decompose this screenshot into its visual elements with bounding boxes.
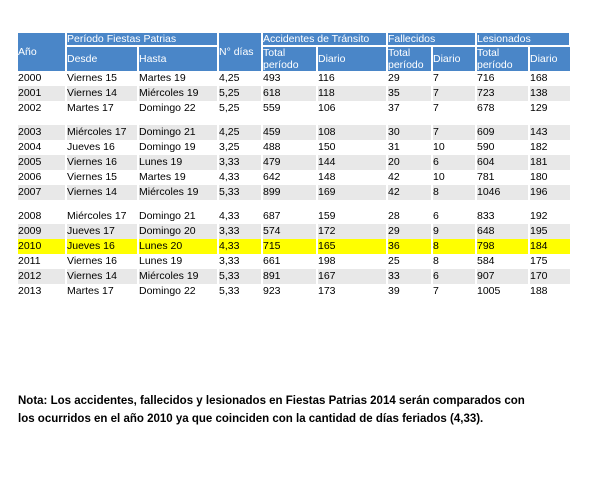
cell-desde: Viernes 16 xyxy=(66,155,138,170)
cell-les_diario: 192 xyxy=(529,209,570,224)
cell-ndias: 3,33 xyxy=(218,254,262,269)
spacer-cell xyxy=(317,200,387,209)
cell-les_diario: 129 xyxy=(529,101,570,116)
table-body xyxy=(18,71,570,299)
spacer-cell xyxy=(138,116,218,125)
table-row xyxy=(18,185,570,200)
spacer-cell xyxy=(529,200,570,209)
cell-acc_diario: 148 xyxy=(317,170,387,185)
cell-hasta: Miércoles 19 xyxy=(138,269,218,284)
spacer-cell xyxy=(317,116,387,125)
cell-les_diario: 188 xyxy=(529,284,570,299)
cell-fal_total: 36 xyxy=(387,239,432,254)
cell-anio: 2013 xyxy=(18,284,66,299)
cell-desde: Martes 17 xyxy=(66,284,138,299)
cell-les_total: 1005 xyxy=(476,284,529,299)
cell-hasta: Martes 19 xyxy=(138,71,218,86)
cell-desde: Miércoles 17 xyxy=(66,125,138,140)
cell-fal_diario: 8 xyxy=(432,185,476,200)
cell-acc_diario: 150 xyxy=(317,140,387,155)
header-periodo-fiestas-patrias: Período Fiestas Patrias xyxy=(66,33,218,46)
cell-hasta: Domingo 20 xyxy=(138,224,218,239)
cell-les_total: 1046 xyxy=(476,185,529,200)
cell-les_total: 833 xyxy=(476,209,529,224)
cell-les_total: 907 xyxy=(476,269,529,284)
cell-hasta: Miércoles 19 xyxy=(138,86,218,101)
cell-ndias: 4,25 xyxy=(218,71,262,86)
table-header xyxy=(18,33,570,71)
cell-fal_total: 20 xyxy=(387,155,432,170)
cell-fal_diario: 9 xyxy=(432,224,476,239)
spacer-cell xyxy=(262,116,317,125)
spacer-cell xyxy=(138,200,218,209)
spacer-cell xyxy=(66,116,138,125)
subheader-accidentes-total: Total período xyxy=(262,46,317,71)
cell-ndias: 4,33 xyxy=(218,170,262,185)
cell-les_total: 781 xyxy=(476,170,529,185)
cell-les_total: 798 xyxy=(476,239,529,254)
cell-desde: Jueves 16 xyxy=(66,239,138,254)
cell-acc_total: 574 xyxy=(262,224,317,239)
cell-acc_diario: 169 xyxy=(317,185,387,200)
table-note xyxy=(18,393,563,429)
cell-fal_total: 39 xyxy=(387,284,432,299)
cell-desde: Jueves 17 xyxy=(66,224,138,239)
cell-hasta: Lunes 19 xyxy=(138,254,218,269)
table-spacer-row xyxy=(18,200,570,209)
cell-anio: 2012 xyxy=(18,269,66,284)
cell-ndias: 3,25 xyxy=(218,140,262,155)
cell-acc_total: 488 xyxy=(262,140,317,155)
cell-ndias: 5,25 xyxy=(218,101,262,116)
fiestas-patrias-statistics-table xyxy=(18,33,571,299)
spacer-cell xyxy=(66,200,138,209)
table-row xyxy=(18,101,570,116)
cell-acc_diario: 106 xyxy=(317,101,387,116)
table-row xyxy=(18,209,570,224)
cell-acc_diario: 172 xyxy=(317,224,387,239)
cell-acc_diario: 118 xyxy=(317,86,387,101)
cell-anio: 2003 xyxy=(18,125,66,140)
cell-les_total: 584 xyxy=(476,254,529,269)
cell-fal_diario: 10 xyxy=(432,140,476,155)
cell-fal_total: 29 xyxy=(387,224,432,239)
spacer-cell xyxy=(387,200,432,209)
cell-acc_total: 687 xyxy=(262,209,317,224)
table-row xyxy=(18,269,570,284)
table-row xyxy=(18,86,570,101)
cell-ndias: 5,33 xyxy=(218,284,262,299)
cell-fal_diario: 8 xyxy=(432,239,476,254)
cell-acc_diario: 198 xyxy=(317,254,387,269)
cell-les_total: 648 xyxy=(476,224,529,239)
cell-fal_diario: 6 xyxy=(432,155,476,170)
cell-hasta: Lunes 20 xyxy=(138,239,218,254)
cell-anio: 2000 xyxy=(18,71,66,86)
header-fallecidos: Fallecidos xyxy=(387,33,476,46)
cell-acc_total: 715 xyxy=(262,239,317,254)
cell-fal_total: 25 xyxy=(387,254,432,269)
table-sub-header-row xyxy=(18,46,570,71)
cell-fal_total: 29 xyxy=(387,71,432,86)
subheader-lesionados-total: Total período xyxy=(476,46,529,71)
cell-les_total: 609 xyxy=(476,125,529,140)
cell-desde: Viernes 14 xyxy=(66,269,138,284)
cell-acc_total: 661 xyxy=(262,254,317,269)
cell-anio: 2008 xyxy=(18,209,66,224)
cell-les_diario: 180 xyxy=(529,170,570,185)
table-row xyxy=(18,284,570,299)
cell-acc_diario: 159 xyxy=(317,209,387,224)
table-row xyxy=(18,155,570,170)
subheader-fallecidos-total: Total período xyxy=(387,46,432,71)
cell-ndias: 3,33 xyxy=(218,155,262,170)
cell-fal_total: 30 xyxy=(387,125,432,140)
table-row xyxy=(18,170,570,185)
cell-les_diario: 168 xyxy=(529,71,570,86)
cell-acc_total: 923 xyxy=(262,284,317,299)
cell-desde: Viernes 15 xyxy=(66,170,138,185)
cell-les_diario: 184 xyxy=(529,239,570,254)
cell-desde: Viernes 14 xyxy=(66,185,138,200)
cell-acc_total: 642 xyxy=(262,170,317,185)
cell-anio: 2006 xyxy=(18,170,66,185)
cell-anio: 2001 xyxy=(18,86,66,101)
cell-fal_total: 42 xyxy=(387,170,432,185)
cell-les_total: 678 xyxy=(476,101,529,116)
cell-fal_diario: 6 xyxy=(432,209,476,224)
spacer-cell xyxy=(218,116,262,125)
cell-fal_total: 31 xyxy=(387,140,432,155)
cell-anio: 2002 xyxy=(18,101,66,116)
table-row xyxy=(18,71,570,86)
cell-les_diario: 195 xyxy=(529,224,570,239)
spacer-cell xyxy=(476,116,529,125)
table-spacer-row xyxy=(18,116,570,125)
cell-les_total: 604 xyxy=(476,155,529,170)
cell-les_diario: 170 xyxy=(529,269,570,284)
note-line-1: Nota: Los accidentes, fallecidos y lesionados en Fiestas Patrias 2014 serán comparados con xyxy=(18,395,525,407)
header-accidentes-transito: Accidentes de Tránsito xyxy=(262,33,387,46)
cell-acc_total: 618 xyxy=(262,86,317,101)
cell-hasta: Lunes 19 xyxy=(138,155,218,170)
cell-acc_diario: 144 xyxy=(317,155,387,170)
cell-acc_diario: 167 xyxy=(317,269,387,284)
cell-hasta: Martes 19 xyxy=(138,170,218,185)
cell-ndias: 4,33 xyxy=(218,209,262,224)
spacer-cell xyxy=(432,116,476,125)
cell-fal_total: 28 xyxy=(387,209,432,224)
cell-acc_total: 479 xyxy=(262,155,317,170)
subheader-desde: Desde xyxy=(66,46,138,71)
cell-acc_diario: 108 xyxy=(317,125,387,140)
cell-les_diario: 196 xyxy=(529,185,570,200)
cell-hasta: Miércoles 19 xyxy=(138,185,218,200)
cell-fal_total: 42 xyxy=(387,185,432,200)
cell-fal_diario: 7 xyxy=(432,125,476,140)
spacer-cell xyxy=(18,200,66,209)
cell-desde: Viernes 14 xyxy=(66,86,138,101)
table-row xyxy=(18,239,570,254)
table-row xyxy=(18,254,570,269)
cell-desde: Jueves 16 xyxy=(66,140,138,155)
cell-fal_diario: 10 xyxy=(432,170,476,185)
table-row xyxy=(18,125,570,140)
cell-acc_diario: 116 xyxy=(317,71,387,86)
cell-les_total: 723 xyxy=(476,86,529,101)
cell-fal_diario: 6 xyxy=(432,269,476,284)
table-group-header-row xyxy=(18,33,570,46)
cell-acc_diario: 165 xyxy=(317,239,387,254)
table-row xyxy=(18,224,570,239)
cell-fal_diario: 8 xyxy=(432,254,476,269)
cell-hasta: Domingo 22 xyxy=(138,284,218,299)
spacer-cell xyxy=(476,200,529,209)
spacer-cell xyxy=(18,116,66,125)
cell-desde: Viernes 16 xyxy=(66,254,138,269)
cell-les_diario: 175 xyxy=(529,254,570,269)
cell-ndias: 4,25 xyxy=(218,125,262,140)
cell-anio: 2009 xyxy=(18,224,66,239)
cell-acc_total: 559 xyxy=(262,101,317,116)
subheader-fallecidos-diario: Diario xyxy=(432,46,476,71)
cell-desde: Martes 17 xyxy=(66,101,138,116)
subheader-accidentes-diario: Diario xyxy=(317,46,387,71)
spacer-cell xyxy=(218,200,262,209)
cell-les_diario: 143 xyxy=(529,125,570,140)
spacer-cell xyxy=(432,200,476,209)
cell-ndias: 5,33 xyxy=(218,185,262,200)
cell-ndias: 4,33 xyxy=(218,239,262,254)
cell-les_diario: 138 xyxy=(529,86,570,101)
header-anio: Año xyxy=(18,33,66,71)
table-row xyxy=(18,140,570,155)
cell-desde: Viernes 15 xyxy=(66,71,138,86)
cell-fal_diario: 7 xyxy=(432,71,476,86)
cell-les_diario: 181 xyxy=(529,155,570,170)
cell-anio: 2004 xyxy=(18,140,66,155)
spacer-cell xyxy=(529,116,570,125)
subheader-lesionados-diario: Diario xyxy=(529,46,570,71)
cell-hasta: Domingo 21 xyxy=(138,209,218,224)
cell-les_total: 590 xyxy=(476,140,529,155)
cell-fal_total: 35 xyxy=(387,86,432,101)
cell-fal_diario: 7 xyxy=(432,86,476,101)
cell-ndias: 3,33 xyxy=(218,224,262,239)
cell-ndias: 5,25 xyxy=(218,86,262,101)
cell-les_diario: 182 xyxy=(529,140,570,155)
cell-fal_diario: 7 xyxy=(432,284,476,299)
cell-fal_total: 33 xyxy=(387,269,432,284)
cell-anio: 2005 xyxy=(18,155,66,170)
spacer-cell xyxy=(387,116,432,125)
cell-acc_total: 493 xyxy=(262,71,317,86)
cell-acc_total: 899 xyxy=(262,185,317,200)
cell-acc_diario: 173 xyxy=(317,284,387,299)
header-n-dias: N° días xyxy=(218,33,262,71)
cell-desde: Miércoles 17 xyxy=(66,209,138,224)
cell-anio: 2011 xyxy=(18,254,66,269)
header-lesionados: Lesionados xyxy=(476,33,570,46)
cell-hasta: Domingo 19 xyxy=(138,140,218,155)
spacer-cell xyxy=(262,200,317,209)
subheader-hasta: Hasta xyxy=(138,46,218,71)
cell-hasta: Domingo 21 xyxy=(138,125,218,140)
cell-acc_total: 891 xyxy=(262,269,317,284)
cell-anio: 2010 xyxy=(18,239,66,254)
cell-hasta: Domingo 22 xyxy=(138,101,218,116)
cell-les_total: 716 xyxy=(476,71,529,86)
cell-fal_total: 37 xyxy=(387,101,432,116)
note-line-2: los ocurridos en el año 2010 ya que coinciden con la cantidad de días feriados (4,33). xyxy=(18,412,484,425)
cell-ndias: 5,33 xyxy=(218,269,262,284)
cell-anio: 2007 xyxy=(18,185,66,200)
cell-acc_total: 459 xyxy=(262,125,317,140)
cell-fal_diario: 7 xyxy=(432,101,476,116)
